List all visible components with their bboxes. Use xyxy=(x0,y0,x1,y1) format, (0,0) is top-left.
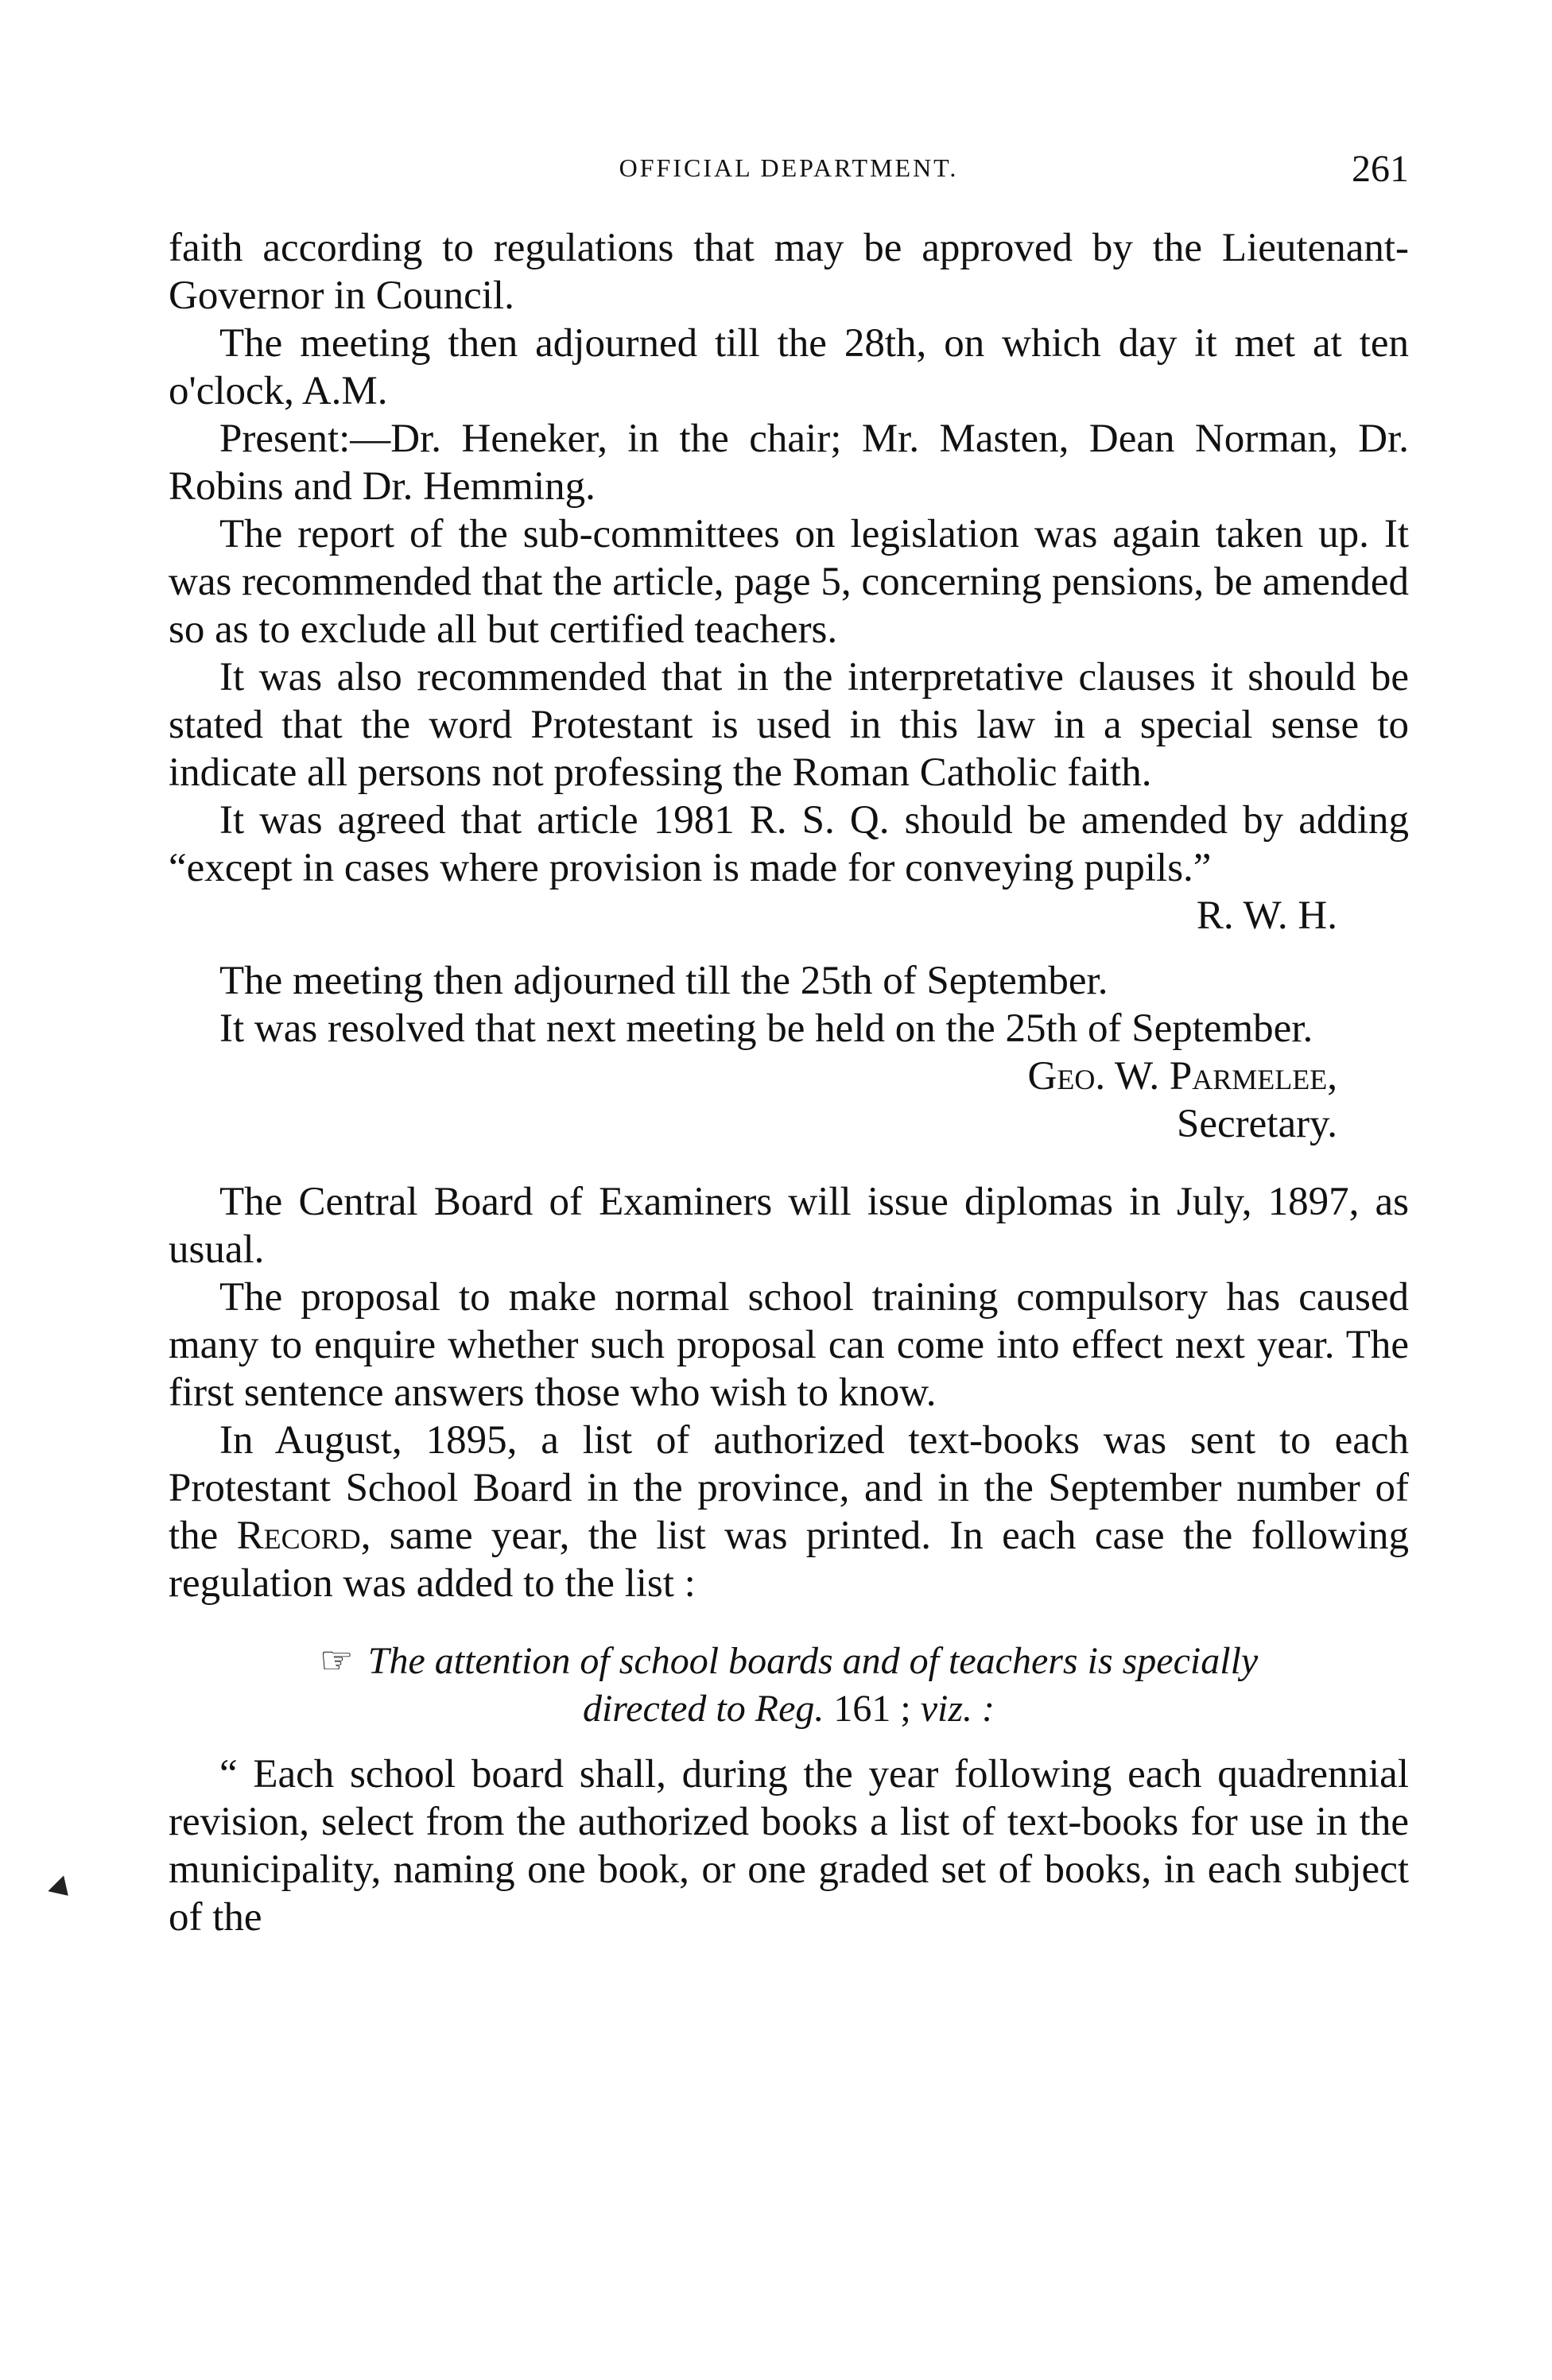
page-number: 261 xyxy=(1352,148,1409,190)
notice-line: directed to Reg. xyxy=(582,1688,824,1730)
paragraph: The meeting then adjourned till the 25th of September. xyxy=(219,959,1108,1003)
pointing-hand-icon: ☞ xyxy=(319,1640,354,1682)
page-body xyxy=(169,224,1409,1941)
signature-title: Secretary. xyxy=(1177,1102,1337,1146)
paragraph: It was also recommended that in the interpretative clauses it should be stated that the word Protestant is used in this law in a special sense to indicate all persons not professing the Roman Catholic faith. xyxy=(169,655,1409,795)
paragraph xyxy=(169,1417,1409,1607)
regulation-notice xyxy=(169,1638,1409,1733)
paragraph: The proposal to make normal school training compulsory has caused many to enquire whether such proposal can come into effect next year. The first sentence answers those who wish to know. xyxy=(169,1275,1409,1415)
paragraph: faith according to regulations that may be approved by the Lieutenant-Governor in Council. xyxy=(169,226,1409,318)
quoted-regulation: “ Each school board shall, during the year following each quadrennial revision, select from the authorized books a list of text-books for use in the municipality, naming one book, or one graded set of books, in each subject of the xyxy=(169,1752,1409,1940)
signature-name: Geo. W. Parmelee, xyxy=(1027,1054,1337,1099)
paragraph: It was resolved that next meeting be held on the 25th of September. xyxy=(219,1006,1313,1051)
paragraph: It was agreed that article 1981 R. S. Q. should be amended by adding “except in cases where provision is made for conveying pupils.” xyxy=(169,798,1409,890)
notice-line: The attention of school boards and of teachers is specially xyxy=(367,1640,1259,1682)
paragraph-text: In August, 1895, a list of authorized text-books was sent to each Protestant School Board in the province, and in the September number of the xyxy=(169,1418,1409,1558)
paragraph: The report of the sub-committees on legislation was again taken up. It was recommended that the article, page 5, concerning pensions, be amended so as to exclude all but certified teachers. xyxy=(169,512,1409,652)
paragraph-text: , same year, the list was printed. In each case the following regulation was added to the list : xyxy=(169,1514,1409,1606)
margin-arrow-icon xyxy=(48,1875,76,1903)
paragraph: Present:—Dr. Heneker, in the chair; Mr. Masten, Dean Norman, Dr. Robins and Dr. Hemming. xyxy=(169,417,1409,509)
page-header xyxy=(169,147,1409,195)
paragraph: The meeting then adjourned till the 28th, on which day it met at ten o'clock, A.M. xyxy=(169,321,1409,413)
initials-signature: R. W. H. xyxy=(1196,893,1337,938)
journal-name: Record xyxy=(236,1514,361,1558)
running-title: OFFICIAL DEPARTMENT. xyxy=(619,153,959,182)
regulation-number: 161 ; xyxy=(824,1688,921,1730)
paragraph: The Central Board of Examiners will issue diplomas in July, 1897, as usual. xyxy=(169,1180,1409,1272)
notice-line: viz. : xyxy=(920,1688,995,1730)
